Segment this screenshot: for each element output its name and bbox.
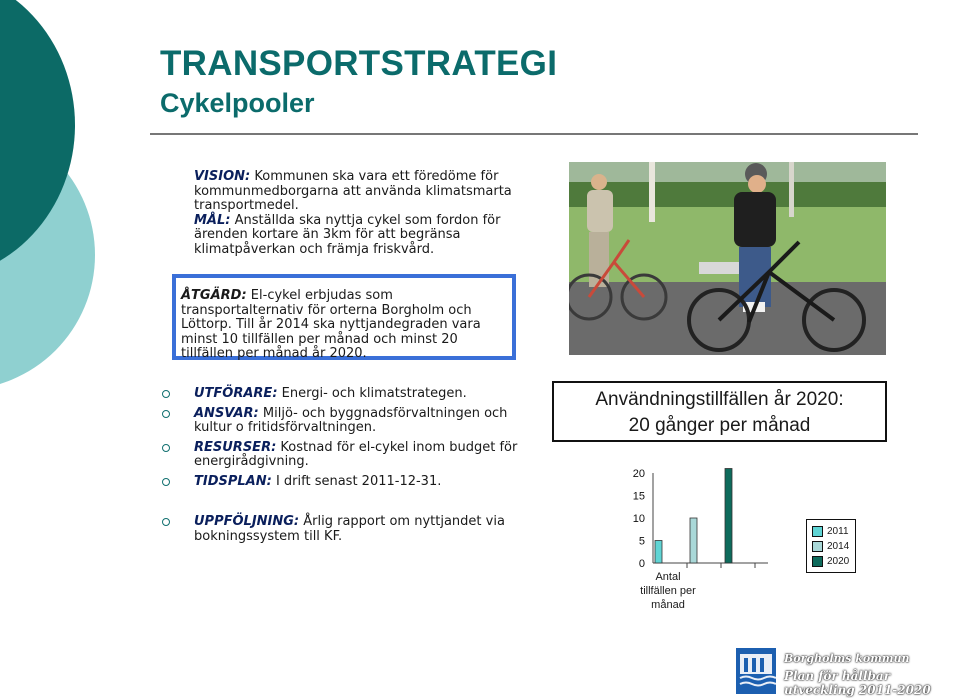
usage-line-1: Användningstillfällen år 2020:	[595, 389, 844, 410]
goal-label: MÅL:	[194, 212, 231, 228]
responsibility-list	[162, 387, 522, 494]
goal-text: Anställda ska nyttja cykel som fordon för ärenden kortare än 3km för att begränsa klimatpåverkan och främja friskvård.	[194, 212, 501, 257]
legend-label: 2011	[827, 526, 849, 537]
list-item: TIDSPLAN: I drift senast 2011-12-31.	[162, 475, 522, 490]
legend-swatch	[812, 541, 823, 552]
action-label: ÅTGÄRD:	[181, 288, 247, 303]
legend-label: 2014	[827, 541, 850, 552]
usage-goal-box	[552, 381, 887, 442]
municipality-logo-icon	[736, 648, 776, 694]
legend-item-2014	[812, 539, 855, 554]
chart-y-label: Antal tillfällen per månad	[640, 571, 696, 611]
usage-line-2: 20 gånger per månad	[628, 415, 811, 436]
bullet-icon	[162, 478, 170, 486]
slide-subtitle: Cykelpooler	[160, 88, 315, 118]
legend-swatch	[812, 526, 823, 537]
chart-y-tick-label: 0	[638, 558, 645, 570]
chart-y-tick-label: 10	[632, 513, 645, 525]
cyclists-photo	[569, 162, 886, 355]
chart-y-tick-label: 15	[632, 490, 645, 503]
vision-goal-block	[194, 170, 524, 257]
footer-org-name: Borgholms kommun	[784, 652, 910, 665]
legend-item-2020	[812, 554, 855, 569]
chart-y-tick-label: 5	[638, 535, 645, 548]
legend-item-2011	[812, 524, 855, 539]
title-divider	[150, 133, 918, 135]
chart-bar-2011	[655, 541, 662, 564]
vision-text: Kommunen ska vara ett föredöme för kommunmedborgarna att använda klimatsmarta transportmedel.	[194, 169, 512, 213]
list-item: ANSVAR: Miljö- och byggnadsförvaltningen och kultur o fritidsförvaltningen.	[162, 407, 522, 436]
bullet-icon	[162, 444, 170, 452]
legend-swatch	[812, 556, 823, 567]
footer-plan-name: Plan för hållbar utveckling 2011-2020	[784, 669, 931, 697]
vision-label: VISION:	[194, 169, 251, 184]
bullet-icon	[162, 410, 170, 418]
chart-bar-2014	[690, 518, 697, 563]
list-item: RESURSER: Kostnad för el-cykel inom budget för energirådgivning.	[162, 441, 522, 470]
chart-bar-2020	[725, 469, 732, 564]
bullet-icon	[162, 518, 170, 526]
action-text: El-cykel erbjudas som transportalternativ för orterna Borgholm och Löttorp. Till år 2014 ska nyttjandegraden vara minst 10 tillfällen per månad och minst 20 tillfällen per månad år 2020.	[181, 288, 481, 361]
list-item: UPPFÖLJNING: Årlig rapport om nyttjandet via bokningssystem till KF.	[162, 515, 522, 544]
legend-label: 2020	[827, 556, 850, 567]
list-item: UTFÖRARE: Energi- och klimatstrategen.	[162, 387, 522, 402]
action-box	[172, 274, 516, 360]
followup-list	[162, 515, 522, 544]
bullet-icon	[162, 390, 170, 398]
slide-title: TRANSPORTSTRATEGI	[160, 44, 558, 83]
chart-legend	[806, 519, 856, 573]
chart-y-tick-label: 20	[632, 468, 645, 480]
